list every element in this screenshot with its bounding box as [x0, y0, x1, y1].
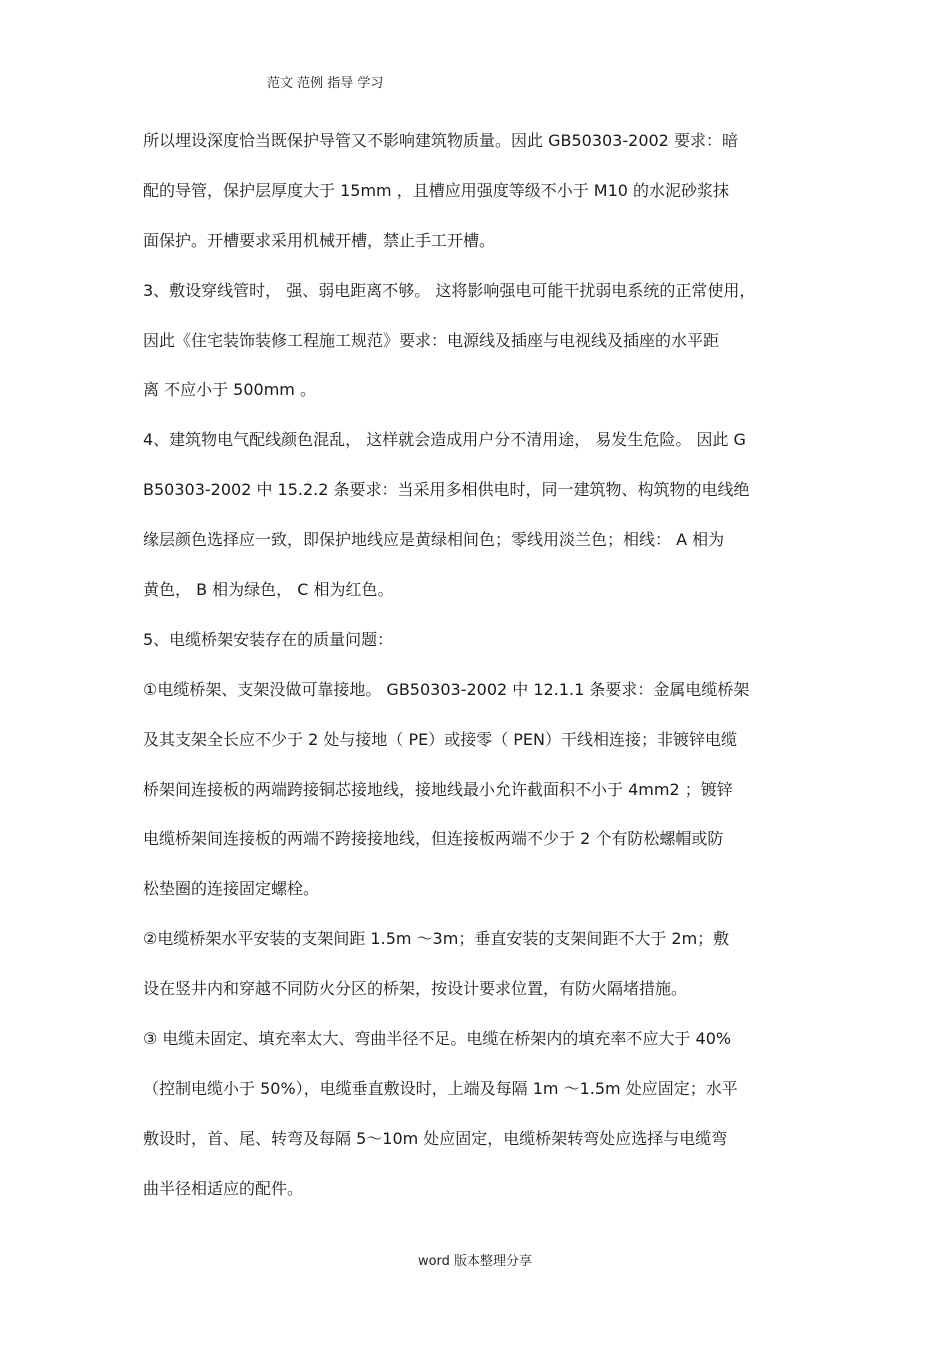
text-line: 离 不应小于 500mm 。: [143, 380, 316, 400]
text-line: ①电缆桥架、支架没做可靠接地。 GB50303-2002 中 12.1.1 条要求：金属电缆桥架: [143, 679, 750, 699]
text-line: 配的导管，保护层厚度大于 15mm ，且槽应用强度等级不小于 M10 的水泥砂浆抹: [143, 180, 730, 200]
page-footer: word 版本整理分享: [417, 1254, 533, 1269]
text-line: 电缆桥架间连接板的两端不跨接接地线，但连接板两端不少于 2 个有防松螺帽或防: [143, 829, 724, 849]
text-line: 3、敷设穿线管时， 强、弱电距离不够。 这将影响强电可能干扰弱电系统的正常使用，: [143, 280, 756, 300]
text-line: 桥架间连接板的两端跨接铜芯接地线，接地线最小允许截面积不小于 4mm2 ；镀锌: [143, 779, 733, 799]
text-line: B50303-2002 中 15.2.2 条要求：当采用多相供电时，同一建筑物、构筑物的电线绝: [143, 480, 750, 500]
text-line: 曲半径相适应的配件。: [143, 1178, 304, 1198]
text-line: 5、电缆桥架安装存在的质量问题：: [143, 629, 394, 649]
text-line: 敷设时，首、尾、转弯及每隔 5～10m 处应固定，电缆桥架转弯处应选择与电缆弯: [143, 1128, 728, 1148]
text-line: ③ 电缆未固定、填充率太大、弯曲半径不足。电缆在桥架内的填充率不应大于 40%: [143, 1029, 732, 1049]
text-line: 设在竖井内和穿越不同防火分区的桥架，按设计要求位置，有防火隔堵措施。: [143, 979, 688, 999]
text-line: 面保护。开槽要求采用机械开槽，禁止手工开槽。: [143, 230, 496, 250]
text-line: 松垫圈的连接固定螺栓。: [143, 879, 320, 899]
text-line: 4、建筑物电气配线颜色混乱， 这样就会造成用户分不清用途， 易发生危险。 因此 G: [143, 430, 746, 450]
text-line: 所以埋设深度恰当既保护导管又不影响建筑物质量。因此 GB50303-2002 要求：暗: [143, 131, 738, 150]
text-line: 黄色， B 相为绿色， C 相为红色。: [143, 580, 394, 600]
text-line: （控制电缆小于 50%），电缆垂直敷设时，上端及每隔 1m ～1.5m 处应固定；水平: [143, 1078, 738, 1098]
text-line: 因此《住宅装饰装修工程施工规范》要求：电源线及插座与电视线及插座的水平距: [143, 330, 720, 350]
page-header: 范文 范例 指导 学习: [267, 76, 384, 91]
text-line: ②电缆桥架水平安装的支架间距 1.5m ～3m；垂直安装的支架间距不大于 2m；敷: [143, 929, 730, 949]
document-body: [143, 124, 823, 1222]
text-line: 及其支架全长应不少于 2 处与接地（ PE）或接零（ PEN）干线相连接；非镀锌电缆: [143, 729, 738, 749]
text-line: 缘层颜色选择应一致，即保护地线应是黄绿相间色；零线用淡兰色；相线： A 相为: [143, 530, 725, 550]
